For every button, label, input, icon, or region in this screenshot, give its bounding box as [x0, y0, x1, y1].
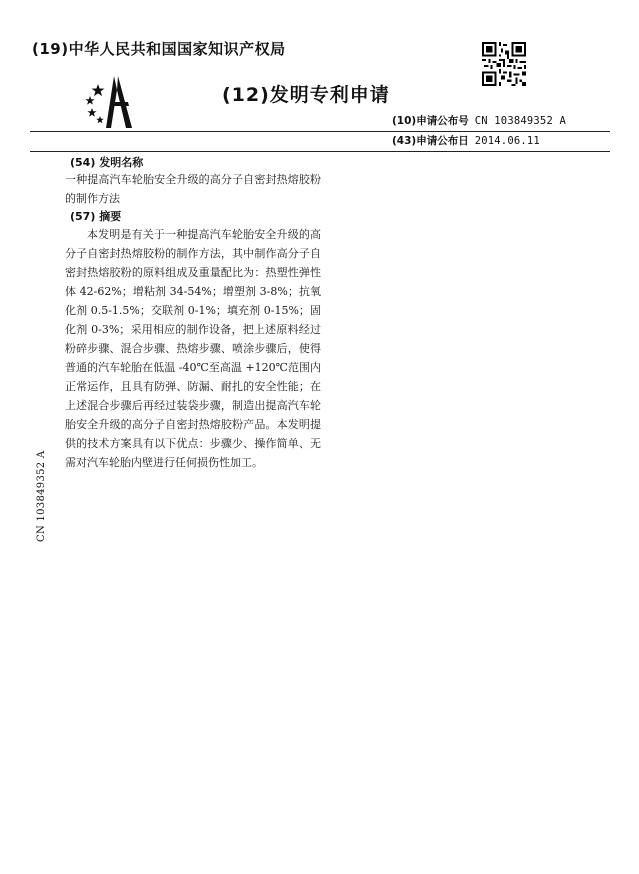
document-type-title: (12)发明专利申请 — [222, 84, 390, 106]
publication-number-value: CN 103849352 A — [474, 115, 567, 127]
publication-number-label: (10)申请公布号 — [392, 115, 469, 127]
section-divider — [30, 151, 610, 152]
publication-date-row — [392, 133, 540, 148]
publication-number-row — [392, 113, 566, 128]
abstract-text: 本发明是有关于一种提高汽车轮胎安全升级的高分子自密封热熔胶粉的制作方法，其中制作高分子自密封热熔胶粉的原料组成及重量配比为：热塑性弹性体 42-62%；增粘剂 34-54%；增塑剂 3-8%；抗氧化剂 0.5-1.5%；交联剂 0-1%；填充剂 0-15%；固化剂 0-3%；采用相应的制作设备，把上述原料经过粉碎步骤、混合步骤、热熔步骤、喷涂步骤后，使得普通的汽车轮胎在低温 -40℃至高温 +120℃范围内正常运作，且具有防弹、防漏、耐扎的安全性能；在上述混合步骤后再经过装袋步骤，制造出提高汽车轮胎安全升级的高分子自密封热熔胶粉产品。本发明提供的技术方案具有以下优点：步骤少、操作简单、无需对汽车轮胎内壁进行任何损伤性加工。 — [65, 228, 321, 469]
cnipa-logo — [84, 72, 134, 132]
publication-date-value: 2014.06.11 — [474, 135, 540, 147]
invention-title: 一种提高汽车轮胎安全升级的高分子自密封热熔胶粉的制作方法 — [65, 173, 321, 205]
qr-code — [482, 42, 526, 86]
side-publication-id: CN 103849352 A — [36, 450, 47, 542]
abstract-heading: (57) 摘要 — [70, 210, 122, 223]
publication-date-label: (43)申请公布日 — [392, 135, 469, 147]
header-divider — [30, 131, 610, 132]
invention-title-heading: (54) 发明名称 — [70, 156, 144, 169]
patent-office-name: (19)中华人民共和国国家知识产权局 — [32, 40, 286, 58]
